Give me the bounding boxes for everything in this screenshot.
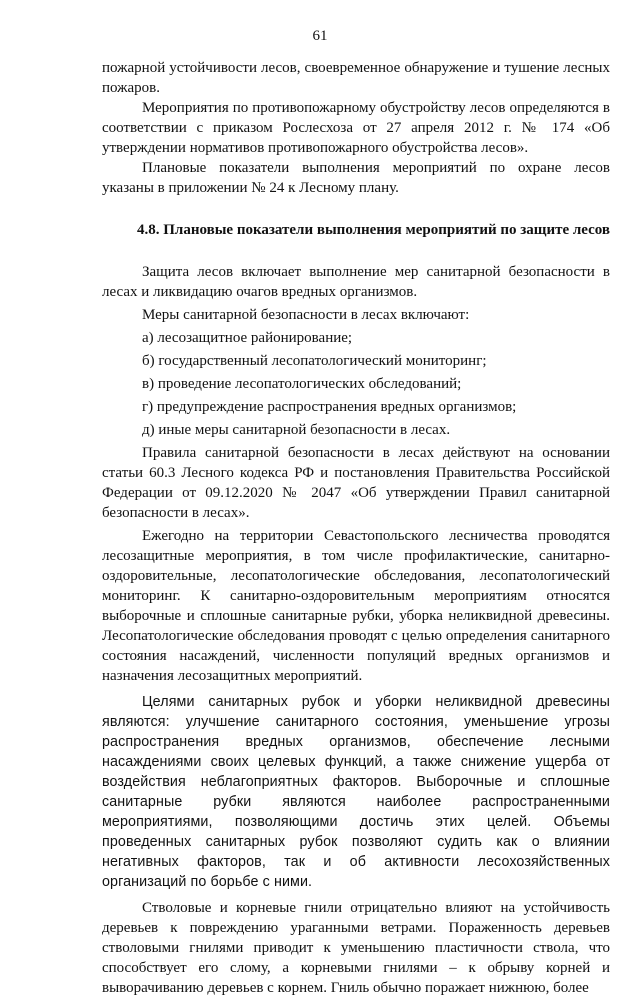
list-item: д) иные меры санитарной безопасности в лесах. — [142, 422, 451, 438]
page-number: 61 — [312, 28, 328, 44]
document-body — [102, 58, 610, 998]
paragraph-fire-measures: Мероприятия по противопожарному обустройству лесов определяются в соответствии с приказом Рослесхоза от 27 апреля 2012 г. № 174 «Об утверждении нормативов противопожарного обустройства лесов». — [102, 100, 610, 156]
list-item: а) лесозащитное районирование; — [142, 330, 353, 346]
paragraph-sanitary-measures-intro: Меры санитарной безопасности в лесах включают: — [142, 307, 470, 323]
section-heading: 4.8. Плановые показатели выполнения мероприятий по защите лесов — [137, 222, 610, 238]
paragraph-fire-resistance: пожарной устойчивости лесов, своевременное обнаружение и тушение лесных пожаров. — [102, 60, 610, 96]
list-item: г) предупреждение распространения вредных организмов; — [142, 399, 517, 415]
paragraph-rot-effects: Стволовые и корневые гнили отрицательно влияют на устойчивость деревьев к повреждению ураганными ветрами. Пораженность деревьев стволовыми гнилями приводит к уменьшению пластичности ствола, что способствует его слому, а корневыми гнилями – к обрыву корней и выворачиванию деревьев с корнем. Гниль обычно поражает нижнюю, более — [102, 900, 610, 996]
paragraph-annual-measures: Ежегодно на территории Севастопольского лесничества проводятся лесозащитные мероприятия, в том числе профилактические, санитарно-оздоровительные, лесопатологические обследования, лесопатологический мониторинг. К санитарно-оздоровительным мероприятиям относятся выборочные и сплошные санитарные рубки, уборка неликвидной древесины. Лесопатологические обследования проводят с целью определения санитарного состояния насаждений, численности популяций вредных организмов и назначения лесозащитных мероприятий. — [102, 528, 610, 684]
paragraph-forest-protection: Защита лесов включает выполнение мер санитарной безопасности в лесах и ликвидацию очагов вредных организмов. — [102, 264, 610, 300]
paragraph-plan-indicators: Плановые показатели выполнения мероприятий по охране лесов указаны в приложении № 24 к Лесному плану. — [102, 160, 610, 196]
list-item: в) проведение лесопатологических обследований; — [142, 376, 462, 392]
paragraph-logging-goals: Целями санитарных рубок и уборки неликвидной древесины являются: улучшение санитарного состояния, уменьшение угрозы распространения вредных организмов, обеспечение лесными насаждениями своих целевых функций, а также снижение ущерба от воздействия неблагоприятных факторов. Выборочные и сплошные санитарные рубки являются наиболее распространенными мероприятиями, позволяющими достичь этих целей. Объемы проведенных санитарных рубок позволяют судить как о влиянии негативных факторов, так и об активности лесохозяйственных организаций по борьбе с ними. — [102, 694, 610, 890]
list-item: б) государственный лесопатологический мониторинг; — [142, 353, 487, 369]
paragraph-sanitary-rules: Правила санитарной безопасности в лесах действуют на основании статьи 60.3 Лесного кодекса РФ и постановления Правительства Российской Федерации от 09.12.2020 № 2047 «Об утверждении Правил санитарной безопасности в лесах». — [102, 445, 610, 521]
